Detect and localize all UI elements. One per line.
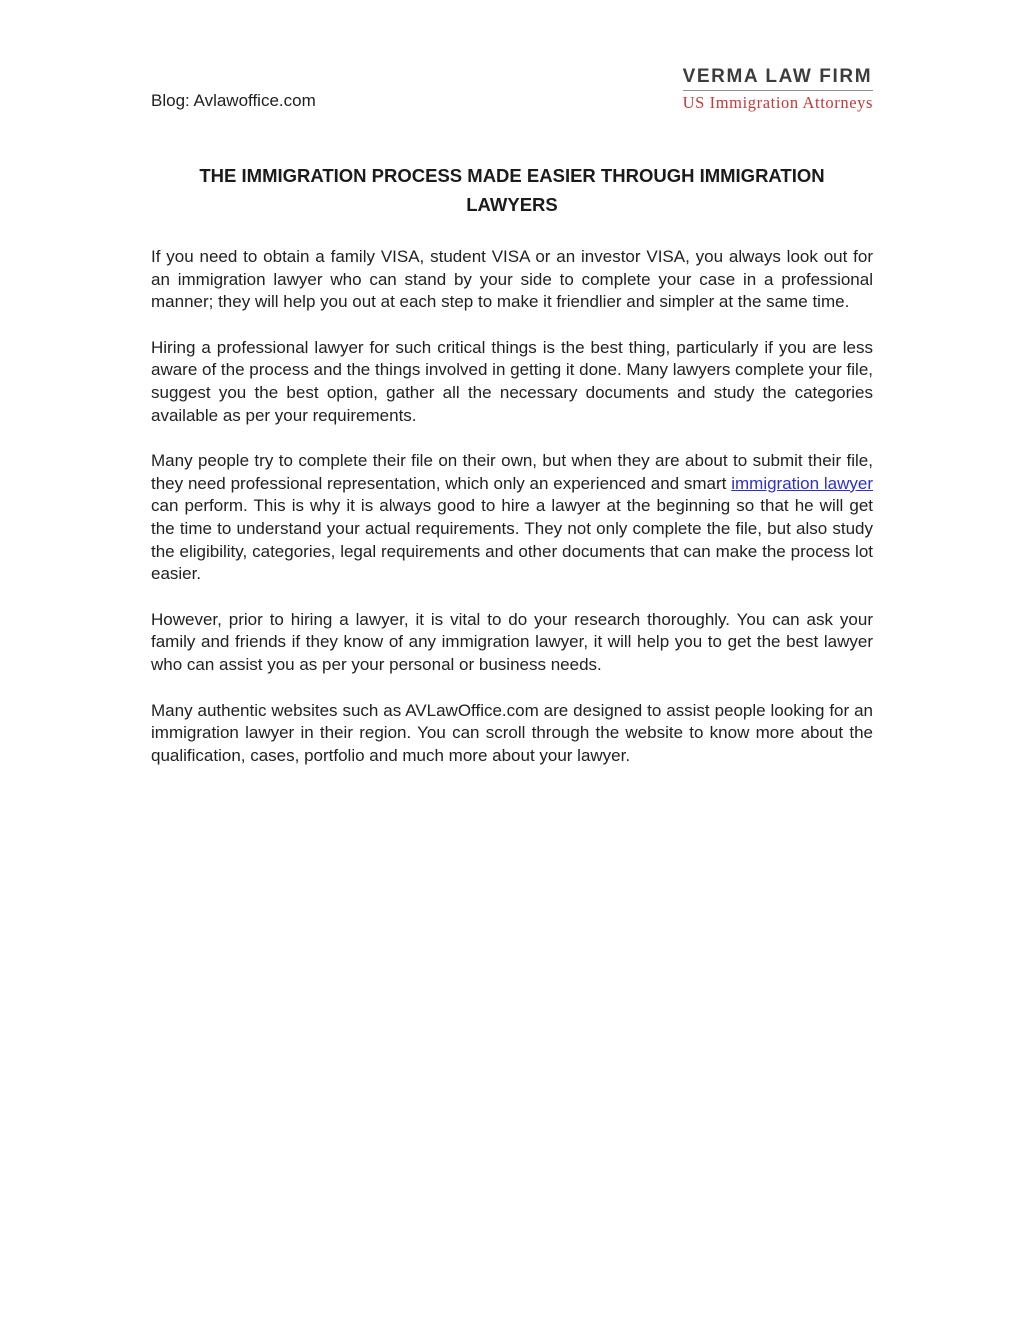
paragraph-5: Many authentic websites such as AVLawOffice.com are designed to assist people looking for an immigration lawyer in their region. You can scroll through the website to know more about the qualification, cases, portfolio and much more about your lawyer. <box>151 700 873 765</box>
paragraph-3-text-before: Many people try to complete their file on their own, but when they are about to submit their file, they need professional representation, which only an experienced and smart <box>151 451 873 493</box>
paragraph-3-text-after: can perform. This is why it is always good to hire a lawyer at the beginning so that he will get the time to understand your actual requirements. They not only complete the file, but also study the eligibility, categories, legal requirements and other documents that can make the process lot easier. <box>151 496 873 584</box>
immigration-lawyer-link[interactable]: immigration lawyer <box>731 473 874 493</box>
document-title: THE IMMIGRATION PROCESS MADE EASIER THROUGH IMMIGRATION LAWYERS <box>199 165 825 215</box>
paragraph-2: Hiring a professional lawyer for such critical things is the best thing, particularly if you are less aware of the process and the things involved in getting it done. Many lawyers complete your file, suggest you the best option, gather all the necessary documents and study the categories available as per your requirements. <box>151 337 873 425</box>
firm-logo-tagline: US Immigration Attorneys <box>682 93 873 112</box>
paragraph-1: If you need to obtain a family VISA, student VISA or an investor VISA, you always look out for an immigration lawyer who can stand by your side to complete your case in a professional manner; they will help you out at each step to make it friendlier and simpler at the same time. <box>151 247 873 312</box>
firm-logo <box>683 66 873 113</box>
page-header <box>151 66 873 113</box>
paragraph-3 <box>151 450 873 586</box>
firm-logo-name: VERMA LAW FIRM <box>683 66 873 91</box>
page-content <box>151 0 873 767</box>
paragraph-4: However, prior to hiring a lawyer, it is vital to do your research thoroughly. You can ask your family and friends if they know of any immigration lawyer, it will help you to get the best lawyer who can assist you as per your personal or business needs. <box>151 609 873 674</box>
blog-label: Blog: Avlawoffice.com <box>151 91 316 110</box>
